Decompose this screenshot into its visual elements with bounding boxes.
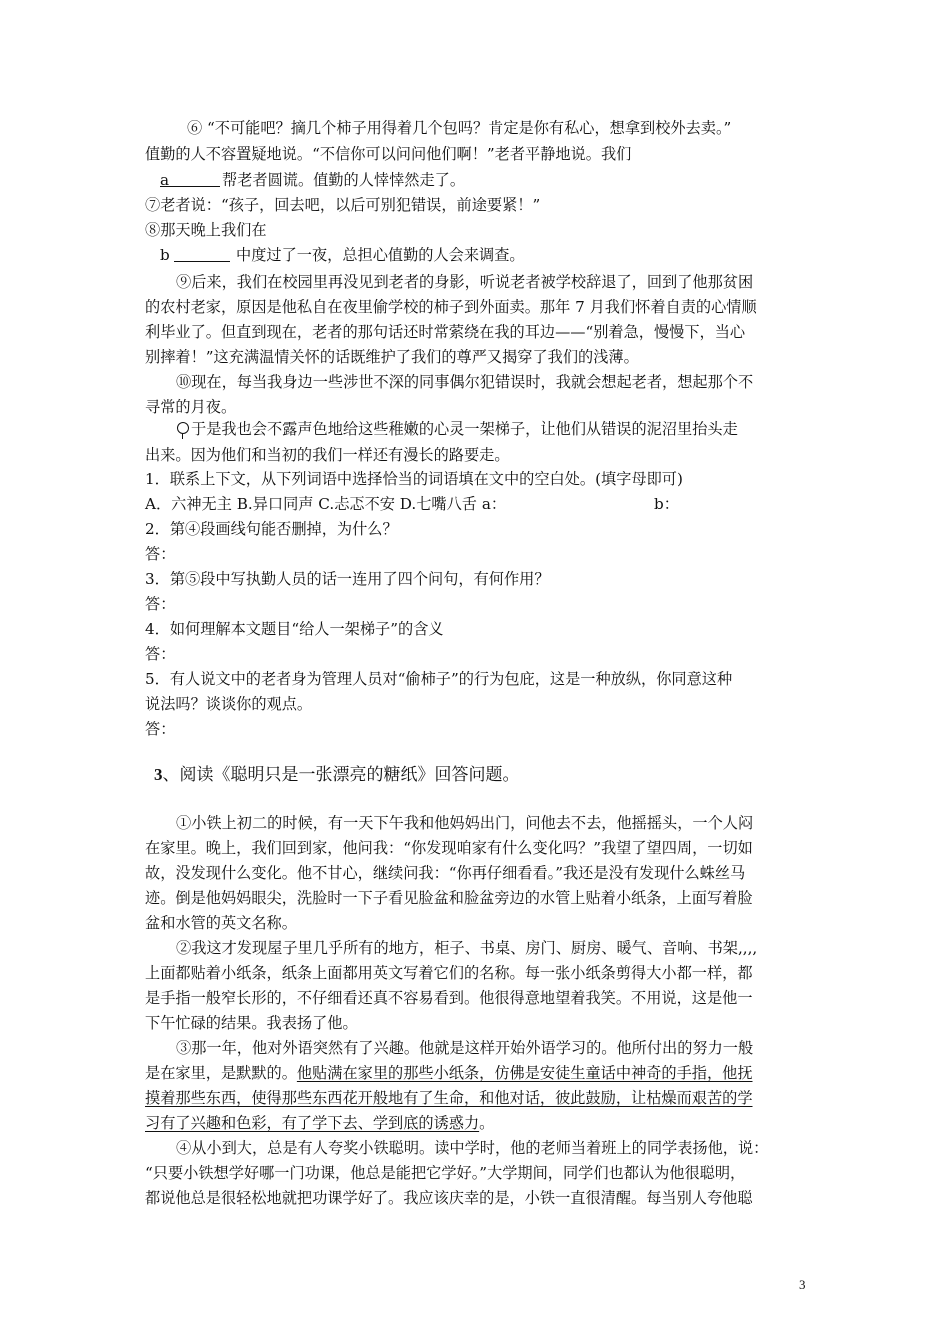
paragraph-9-line-3: 利毕业了。但直到现在，老者的那句话还时常萦绕在我的耳边——“别着急，慢慢下，当心 (145, 323, 746, 341)
story-paragraph-4-line-2: “只要小铁想学好哪一门功课，他总是能把它学好。”大学期间，同学们也都认为他很聪明， (145, 1164, 746, 1182)
paragraph-8-line-1: ⑧那天晚上我们在 (145, 221, 267, 239)
paragraph-11-line-2: 出来。因为他们和当初的我们一样还有漫长的路要走。 (145, 446, 510, 464)
answer-5-label: 答： (145, 720, 176, 738)
section-number: 3 (154, 765, 163, 784)
section-3-title: 、阅读《聪明只是一张漂亮的糖纸》回答问题。 (162, 765, 520, 785)
story-paragraph-4-line-3: 都说他总是很轻松地就把功课学好了。我应该庆幸的是，小铁一直很清醒。每当别人夸他聪 (145, 1189, 753, 1207)
story-paragraph-4-line-1: ④从小到大，总是有人夸奖小铁聪明。读中学时，他的老师当着班上的同学表扬他，说： (176, 1139, 769, 1157)
underlined-sentence-part-2: 摸着那些东西，使得那些东西花开般地有了生命，和他对话，彼此鼓励，让枯燥而艰苦的学 (145, 1089, 753, 1107)
underlined-sentence-part-1: 他贴满在家里的那些小纸条，仿佛是安徒生童话中神奇的手指，他抚 (296, 1064, 753, 1082)
question-1-options: A．六神无主 B.异口同声 C.忐忑不安 D.七嘴八舌 a： (145, 495, 507, 513)
paragraph-11-line-1: 于是我也会不露声色地给这些稚嫩的心灵一架梯子，让他们从错误的泥沼里抬头走 (191, 420, 738, 438)
blank-a-label: a (160, 171, 170, 189)
answer-4-label: 答： (145, 645, 176, 663)
answer-3-label: 答： (145, 595, 176, 613)
underlined-sentence-end: 。 (479, 1114, 495, 1132)
question-5-line-1: 5．有人说文中的老者身为管理人员对“偷柿子”的行为包庇，这是一种放纵，你同意这种 (145, 670, 733, 688)
answer-2-label: 答： (145, 545, 176, 563)
story-paragraph-1-line-4: 迹。倒是他妈妈眼尖，洗脸时一下子看见脸盆和脸盆旁边的水管上贴着小纸条，上面写着脸 (145, 889, 753, 907)
question-2: 2．第④段画线句能否删掉，为什么？ (145, 520, 398, 538)
section-3-heading (154, 764, 826, 786)
paragraph-9-line-1: ⑨后来，我们在校园里再没见到老者的身影，听说老者被学校辞退了，回到了他那贫困 (176, 273, 754, 291)
question-1: 1．联系上下文，从下列词语中选择恰当的词语填在文中的空白处。(填字母即可) (145, 470, 683, 488)
paragraph-8-line-2: 中度过了一夜，总担心值勤的人会来调查。 (236, 246, 525, 264)
question-5-line-2: 说法吗？谈谈你的观点。 (145, 695, 313, 713)
question-1-answer-b: b： (654, 495, 679, 513)
paragraph-10-line-2: 寻常的月夜。 (145, 398, 237, 416)
paragraph-9-line-4: 别摔着！”这充满温情关怀的话既维护了我们的尊严又揭穿了我们的浅薄。 (145, 348, 639, 366)
paragraph-6-line-1: ⑥ “不可能吧？摘几个柿子用得着几个包吗？肯定是你有私心，想拿到校外去卖。” (187, 119, 732, 137)
underlined-sentence-part-3: 习有了兴趣和色彩，有了学下去、学到底的诱惑力 (145, 1114, 480, 1132)
story-paragraph-1-line-2: 在家里。晚上，我们回到家，他问我：“你发现咱家有什么变化吗？”我望了望四周，一切如 (145, 839, 753, 857)
story-paragraph-1-line-5: 盆和水管的英文名称。 (145, 914, 297, 932)
paragraph-6-line-3: 帮老者圆谎。值勤的人悻悻然走了。 (222, 171, 465, 189)
story-paragraph-1-line-1: ①小铁上初二的时候，有一天下午我和他妈妈出门，问他去不去，他摇摇头，一个人闷 (176, 814, 754, 832)
paragraph-7: ⑦老者说：“孩子，回去吧，以后可别犯错误，前途要紧！” (145, 196, 541, 214)
paragraph-11-marker-icon (177, 422, 189, 434)
story-paragraph-3-line-1: ③那一年，他对外语突然有了兴趣。他就是这样开始外语学习的。他所付出的努力一般 (176, 1039, 754, 1057)
blank-b-underline (174, 245, 230, 262)
paragraph-11-marker-tail (182, 433, 183, 439)
story-paragraph-2-line-3: 是手指一般窄长形的，不仔细看还真不容易看到。他很得意地望着我笑。不用说，这是他一 (145, 989, 753, 1007)
story-paragraph-3-line-4 (145, 1112, 817, 1134)
story-paragraph-2-line-4: 下午忙碌的结果。我表扬了他。 (145, 1014, 358, 1032)
story-paragraph-1-line-3: 故，没发现什么变化。他不甘心，继续问我：“你再仔细看看。”我还是没有发现什么蛛丝马 (145, 864, 746, 882)
story-paragraph-2-line-2: 上面都贴着小纸条，纸条上面都用英文写着它们的名称。每一张小纸条剪得大小都一样，都 (145, 964, 753, 982)
paragraph-9-line-2: 的农村老家，原因是他私自在夜里偷学校的柿子到外面卖。那年 7 月我们怀着自责的心情顺 (145, 298, 757, 316)
blank-a-underline (160, 170, 220, 187)
page-number: 3 (799, 1277, 806, 1292)
story-paragraph-3-line-2 (145, 1062, 817, 1084)
paragraph-6-line-2: 值勤的人不容置疑地说。“不信你可以问问他们啊！”老者平静地说。我们 (145, 145, 632, 163)
paragraph-10-line-1: ⑩现在，每当我身边一些涉世不深的同事偶尔犯错误时，我就会想起老者，想起那个不 (176, 373, 754, 391)
story-paragraph-3-plain: 是在家里，是默默的。 (145, 1064, 297, 1082)
blank-b-label: b (160, 246, 170, 264)
question-4: 4．如何理解本文题目“给人一架梯子”的含义 (145, 620, 444, 638)
question-3: 3．第⑤段中写执勤人员的话一连用了四个问句，有何作用？ (145, 570, 550, 588)
story-paragraph-2-line-1: ②我这才发现屋子里几乎所有的地方，柜子、书桌、房门、厨房、暖气、音响、书架,,,, (176, 939, 758, 957)
